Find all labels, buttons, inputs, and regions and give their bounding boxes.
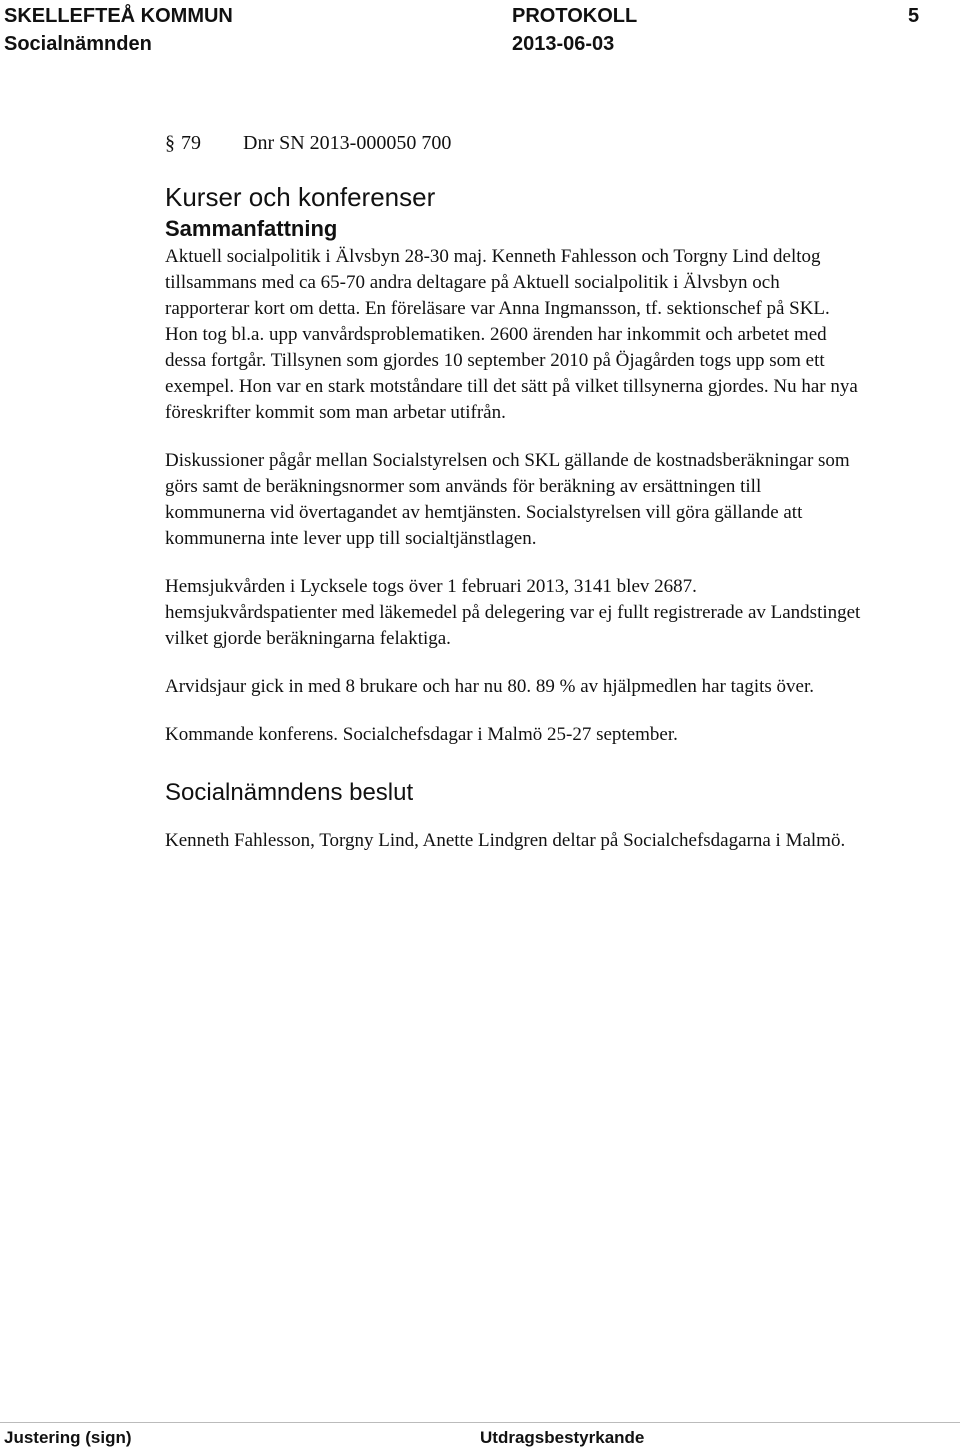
paragraph-2: Diskussioner pågår mellan Socialstyrelsen och SKL gällande de kostnadsberäkningar som görs samt de beräkningsnormer som används för beräkning av ersättningen till kommunerna vid övertagandet av hemtjänsten. Socialstyrelsen vill göra gällande att kommunerna inte lever upp till socialtjänstlagen.	[165, 450, 850, 549]
section-number: 79	[181, 132, 201, 154]
header-date: 2013-06-03	[512, 33, 615, 55]
decision-text: Kenneth Fahlesson, Torgny Lind, Anette Lindgren deltar på Socialchefsdagarna i Malmö.	[165, 830, 846, 851]
footer-extract-label: Utdragsbestyrkande	[480, 1428, 645, 1447]
footer-divider	[0, 1422, 960, 1423]
section-sign: §	[165, 132, 175, 154]
paragraph-1: Aktuell socialpolitik i Älvsbyn 28-30 maj. Kenneth Fahlesson och Torgny Lind deltog tillsammans med ca 65-70 andra deltagare på Aktuell socialpolitik i Älvsbyn och rapporterar kort om detta. En föreläsare var Anna Ingmansson, tf. sektionschef på SKL. Hon tog bl.a. upp vanvårdsproblematiken. 2600 ärenden har inkommit och arbetet med dessa fortgår. Tillsynen som gjordes 10 september 2010 på Öjagården togs upp som ett exempel. Hon var en stark motståndare till det sätt på vilket tillsynerna gjordes. Nu har nya föreskrifter kommit som man arbetar utifrån.	[165, 246, 858, 423]
page-title: Kurser och konferenser	[165, 182, 436, 212]
summary-heading: Sammanfattning	[165, 216, 338, 241]
header-organization: SKELLEFTEÅ KOMMUN	[4, 5, 233, 27]
section-reference	[165, 130, 865, 162]
header-document-type: PROTOKOLL	[512, 5, 638, 27]
case-number: Dnr SN 2013-000050 700	[243, 132, 452, 154]
paragraph-5: Kommande konferens. Socialchefsdagar i Malmö 25-27 september.	[165, 724, 678, 745]
paragraph-3: Hemsjukvården i Lycksele togs över 1 februari 2013, 3141 blev 2687. hemsjukvårdspatienter med läkemedel på delegering var ej fullt registrerade av Landstinget vilket gjorde beräkningarna felaktiga.	[165, 576, 861, 649]
document-body	[165, 130, 865, 876]
page-number: 5	[908, 5, 920, 27]
header-committee: Socialnämnden	[4, 33, 152, 55]
paragraph-4: Arvidsjaur gick in med 8 brukare och har nu 80. 89 % av hjälpmedlen har tagits över.	[165, 676, 814, 697]
decision-heading: Socialnämndens beslut	[165, 779, 414, 806]
footer-signature-label: Justering (sign)	[4, 1428, 132, 1447]
